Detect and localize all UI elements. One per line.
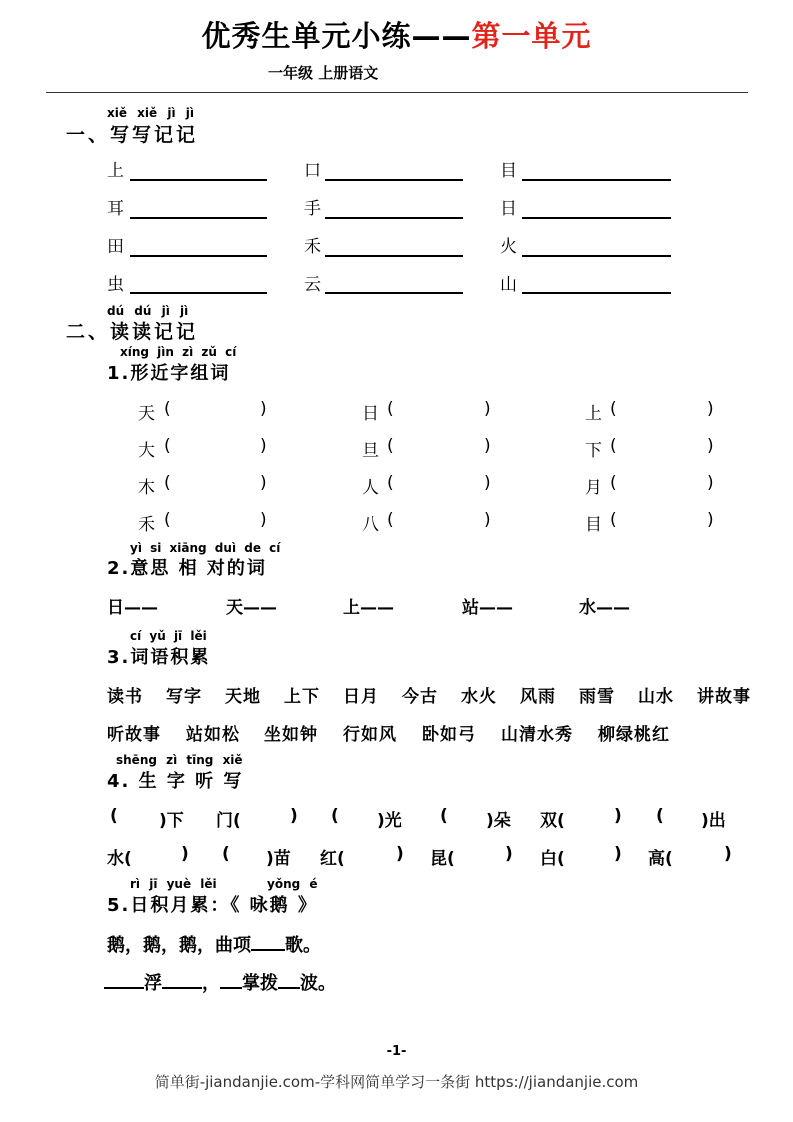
sec2-pinyin: dú dú jì jì: [107, 304, 189, 318]
dictation-item[interactable]: ): [614, 844, 622, 864]
part1-heading: 1.形近字组词: [107, 363, 231, 384]
similar-char: 天: [138, 404, 155, 424]
answer-paren[interactable]: ): [484, 473, 491, 493]
dictation-item[interactable]: 红(: [320, 849, 345, 869]
part4-heading: 4. 生 字 听 写: [107, 771, 244, 792]
similar-char: 上: [585, 404, 602, 424]
sec1-heading: 一、写写记记: [66, 124, 199, 146]
dictation-item[interactable]: 白(: [540, 849, 565, 869]
write-char: 口: [304, 161, 321, 181]
write-blank[interactable]: [130, 255, 267, 257]
dictation-item[interactable]: )光: [377, 811, 402, 831]
poem-blank[interactable]: [162, 986, 202, 989]
write-blank[interactable]: [522, 292, 671, 294]
answer-paren[interactable]: (: [610, 399, 617, 419]
answer-paren[interactable]: (: [610, 473, 617, 493]
similar-char: 禾: [138, 515, 155, 535]
dictation-item[interactable]: )苗: [266, 849, 291, 869]
answer-paren[interactable]: (: [387, 436, 394, 456]
write-blank[interactable]: [130, 179, 267, 181]
dictation-item[interactable]: 水(: [107, 849, 132, 869]
dictation-item[interactable]: ): [505, 844, 513, 864]
dictation-item[interactable]: ): [181, 844, 189, 864]
dictation-item[interactable]: (: [656, 806, 664, 826]
poem-blank[interactable]: [104, 986, 144, 989]
vocab-word: 坐如钟: [264, 725, 318, 745]
vocab-word: 听故事: [107, 725, 161, 745]
poem-text: 波。: [300, 973, 336, 994]
antonym-item[interactable]: 天——: [226, 598, 277, 618]
answer-paren[interactable]: ): [260, 399, 267, 419]
write-blank[interactable]: [325, 179, 463, 181]
poem-text: 歌。: [285, 935, 321, 956]
vocab-word: 卧如弓: [422, 725, 476, 745]
part3-pinyin: cí yǔ jī lěi: [130, 629, 207, 643]
answer-paren[interactable]: ): [707, 510, 714, 530]
answer-paren[interactable]: (: [164, 436, 171, 456]
poem-text: ，: [202, 973, 220, 994]
answer-paren[interactable]: ): [707, 473, 714, 493]
dictation-item[interactable]: ): [614, 806, 622, 826]
part2-heading: 2.意思 相 对的词: [107, 558, 267, 579]
part3-heading: 3.词语积累: [107, 647, 211, 668]
part5-heading: 5.日积月累：《 咏鹅 》: [107, 895, 318, 916]
similar-char: 月: [585, 478, 602, 498]
title-unit: 第一单元: [471, 19, 592, 53]
write-char: 日: [500, 199, 517, 219]
write-blank[interactable]: [325, 217, 463, 219]
similar-char: 八: [362, 515, 379, 535]
answer-paren[interactable]: (: [164, 510, 171, 530]
similar-char: 大: [138, 441, 155, 461]
vocab-word: 天地: [225, 687, 261, 707]
answer-paren[interactable]: ): [260, 473, 267, 493]
worksheet-title: [0, 14, 793, 55]
poem-blank[interactable]: [278, 986, 300, 989]
poem-line-2: [104, 969, 336, 995]
dictation-item[interactable]: 门(: [216, 811, 241, 831]
write-char: 手: [304, 199, 321, 219]
vocab-word: 读书: [107, 687, 143, 707]
answer-paren[interactable]: ): [260, 436, 267, 456]
write-blank[interactable]: [325, 255, 463, 257]
vocab-word: 山清水秀: [501, 725, 573, 745]
similar-char: 人: [362, 478, 379, 498]
antonym-item[interactable]: 站——: [462, 598, 513, 618]
write-char: 上: [107, 161, 124, 181]
poem-blank[interactable]: [251, 948, 285, 951]
dictation-item[interactable]: (: [222, 844, 230, 864]
part5-pinyin: rì jī yuè lěi: [130, 877, 217, 891]
write-char: 禾: [304, 237, 321, 257]
vocab-word: 日月: [343, 687, 379, 707]
vocab-word: 今古: [402, 687, 438, 707]
part2-pinyin: yì si xiāng duì de cí: [130, 541, 281, 555]
write-char: 云: [304, 275, 321, 295]
dictation-item[interactable]: ): [290, 806, 298, 826]
vocab-word: 站如松: [186, 725, 240, 745]
write-char: 火: [500, 237, 517, 257]
page-number: -1-: [386, 1044, 407, 1059]
vocab-word: 风雨: [520, 687, 556, 707]
answer-paren[interactable]: (: [610, 436, 617, 456]
poem-text: 浮: [144, 973, 162, 994]
answer-paren[interactable]: (: [164, 473, 171, 493]
answer-paren[interactable]: ): [484, 399, 491, 419]
part1-pinyin: xíng jìn zì zǔ cí: [120, 345, 237, 359]
poem-blank[interactable]: [220, 986, 242, 989]
answer-paren[interactable]: ): [707, 399, 714, 419]
antonym-item[interactable]: 日——: [107, 598, 158, 618]
dictation-item[interactable]: )朵: [486, 811, 511, 831]
footer-watermark: 简单街-jiandanjie.com-学科网简单学习一条街 https://jiandanjie.com: [154, 1073, 639, 1091]
dictation-item[interactable]: 双(: [540, 811, 565, 831]
vocab-word: 行如风: [343, 725, 397, 745]
write-blank[interactable]: [130, 217, 267, 219]
vocab-word: 柳绿桃红: [598, 725, 670, 745]
sec1-pinyin: xiě xiě jì jì: [107, 106, 194, 120]
dictation-item[interactable]: 昆(: [430, 849, 455, 869]
write-char: 田: [107, 237, 124, 257]
answer-paren[interactable]: (: [164, 399, 171, 419]
vocab-word: 上下: [284, 687, 320, 707]
antonym-item[interactable]: 水——: [579, 598, 630, 618]
header-divider: [46, 92, 748, 93]
antonym-item[interactable]: 上——: [343, 598, 394, 618]
vocab-word: 讲故事: [697, 687, 751, 707]
write-blank[interactable]: [522, 179, 671, 181]
similar-char: 下: [585, 441, 602, 461]
similar-char: 日: [362, 404, 379, 424]
vocab-word: 写字: [166, 687, 202, 707]
write-blank[interactable]: [130, 292, 267, 294]
part5-title-pinyin: yǒng é: [267, 877, 318, 891]
vocab-word: 山水: [638, 687, 674, 707]
sec2-heading: 二、读读记记: [66, 321, 199, 343]
answer-paren[interactable]: ): [260, 510, 267, 530]
answer-paren[interactable]: ): [484, 510, 491, 530]
write-blank[interactable]: [522, 217, 671, 219]
write-char: 耳: [107, 199, 124, 219]
answer-paren[interactable]: (: [387, 510, 394, 530]
vocab-word: 雨雪: [579, 687, 615, 707]
answer-paren[interactable]: ): [484, 436, 491, 456]
poem-text: 掌拨: [242, 973, 278, 994]
dictation-item[interactable]: 高(: [648, 849, 673, 869]
similar-char: 旦: [362, 441, 379, 461]
grade-subtitle: 一年级 上册语文: [268, 64, 379, 82]
part4-pinyin: shēng zì tīng xiě: [116, 753, 243, 767]
answer-paren[interactable]: (: [387, 399, 394, 419]
answer-paren[interactable]: (: [387, 473, 394, 493]
dictation-item[interactable]: (: [110, 806, 118, 826]
dictation-item[interactable]: )下: [159, 811, 184, 831]
write-blank[interactable]: [325, 292, 463, 294]
title-main: 优秀生单元小练——: [201, 19, 472, 53]
write-char: 目: [500, 161, 517, 181]
similar-char: 木: [138, 478, 155, 498]
dictation-item[interactable]: ): [724, 844, 732, 864]
similar-char: 目: [585, 515, 602, 535]
poem-line-1: [107, 931, 321, 957]
dictation-item[interactable]: (: [331, 806, 339, 826]
dictation-item[interactable]: (: [440, 806, 448, 826]
vocab-word: 水火: [461, 687, 497, 707]
write-blank[interactable]: [522, 255, 671, 257]
poem-text: 鹅，鹅，鹅，曲项: [107, 935, 251, 956]
write-char: 山: [500, 275, 517, 295]
write-char: 虫: [107, 275, 124, 295]
dictation-item[interactable]: ): [396, 844, 404, 864]
dictation-item[interactable]: )出: [701, 811, 726, 831]
answer-paren[interactable]: (: [610, 510, 617, 530]
answer-paren[interactable]: ): [707, 436, 714, 456]
